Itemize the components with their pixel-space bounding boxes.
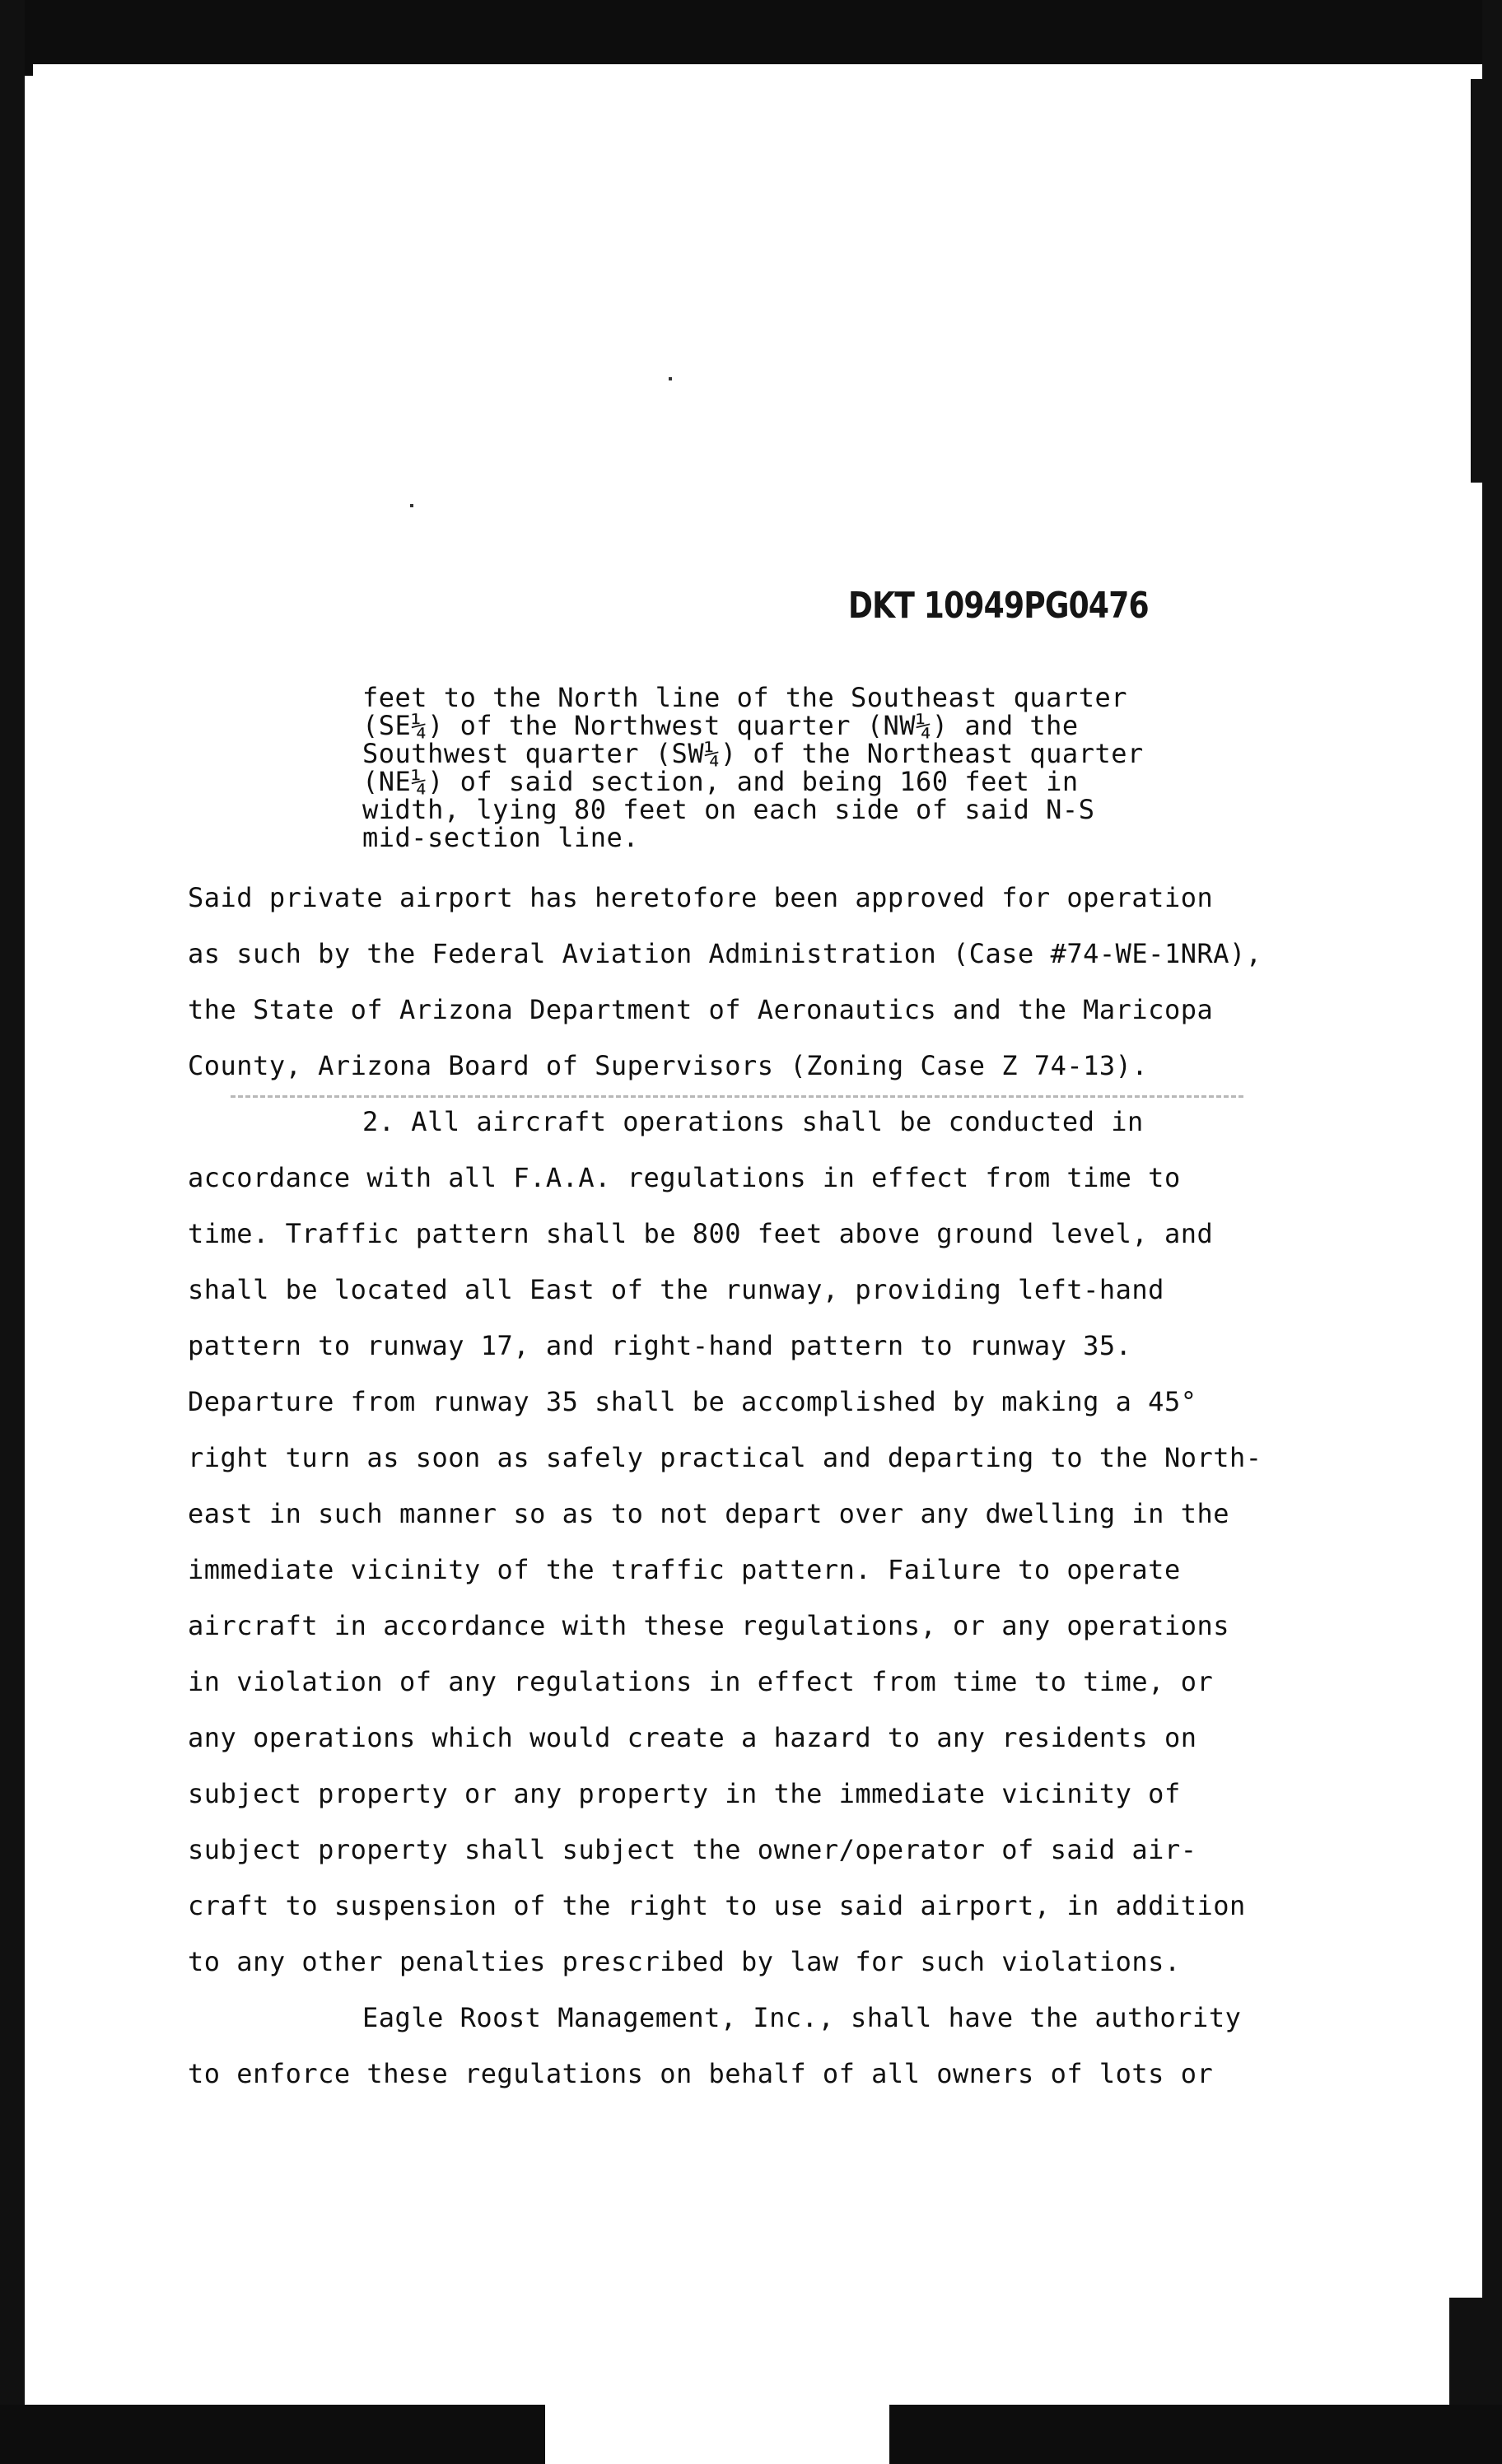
body-line: shall be located all East of the runway, providing left-hand <box>188 1274 1164 1305</box>
scan-edge-bottom-right <box>889 2405 1502 2464</box>
body-line: east in such manner so as to not depart over any dwelling in the <box>188 1498 1229 1529</box>
body-line: time. Traffic pattern shall be 800 feet above ground level, and <box>188 1218 1214 1249</box>
body-line: to enforce these regulations on behalf of all owners of lots or <box>188 2058 1214 2089</box>
legal-description-line: mid-section line. <box>362 822 640 853</box>
legal-description-line: (SE¼) of the Northwest quarter (NW¼) and the <box>362 710 1079 741</box>
body-line: aircraft in accordance with these regulations, or any operations <box>188 1610 1229 1641</box>
scan-edge-right <box>1482 0 1502 2464</box>
scan-edge-top-inner <box>33 64 1482 76</box>
body-line: right turn as soon as safely practical and departing to the North- <box>188 1442 1262 1473</box>
body-line: Said private airport has heretofore been approved for operation <box>188 882 1214 913</box>
paragraph-2-first-line: 2. All aircraft operations shall be conducted in <box>362 1106 1144 1137</box>
body-line: to any other penalties prescribed by law for such violations. <box>188 1946 1181 1977</box>
body-line: subject property or any property in the immediate vicinity of <box>188 1778 1181 1809</box>
body-line: immediate vicinity of the traffic pattern. Failure to operate <box>188 1554 1181 1585</box>
scan-edge-left <box>0 0 25 2464</box>
scan-speck <box>669 377 672 380</box>
scan-edge-right-notch <box>1471 79 1482 483</box>
body-line: pattern to runway 17, and right-hand pattern to runway 35. <box>188 1330 1132 1361</box>
legal-description-line: Southwest quarter (SW¼) of the Northeast quarter <box>362 738 1144 769</box>
recording-stamp: DKT 10949PG0476 <box>848 585 1149 627</box>
scan-speck <box>410 504 413 507</box>
body-line: the State of Arizona Department of Aeronautics and the Maricopa <box>188 994 1214 1025</box>
body-line: subject property shall subject the owner/operator of said air- <box>188 1834 1197 1865</box>
scan-edge-bottom-left <box>0 2405 545 2464</box>
body-line: any operations which would create a hazard to any residents on <box>188 1722 1197 1753</box>
legal-description-line: width, lying 80 feet on each side of said N-S <box>362 794 1095 825</box>
body-line: accordance with all F.A.A. regulations in effect from time to <box>188 1162 1181 1193</box>
body-line: in violation of any regulations in effect from time to time, or <box>188 1666 1214 1697</box>
body-line: Departure from runway 35 shall be accomplished by making a 45° <box>188 1386 1197 1417</box>
body-line: as such by the Federal Aviation Administration (Case #74-WE-1NRA), <box>188 938 1262 969</box>
legal-description-line: feet to the North line of the Southeast quarter <box>362 682 1127 713</box>
legal-description-line: (NE¼) of said section, and being 160 feet in <box>362 766 1079 797</box>
enforcement-first-line: Eagle Roost Management, Inc., shall have the authority <box>362 2002 1242 2033</box>
legal-description <box>362 684 1285 852</box>
body-line: craft to suspension of the right to use said airport, in addition <box>188 1890 1246 1921</box>
document-body <box>188 880 1374 2112</box>
body-line: County, Arizona Board of Supervisors (Zoning Case Z 74-13). <box>188 1050 1149 1081</box>
